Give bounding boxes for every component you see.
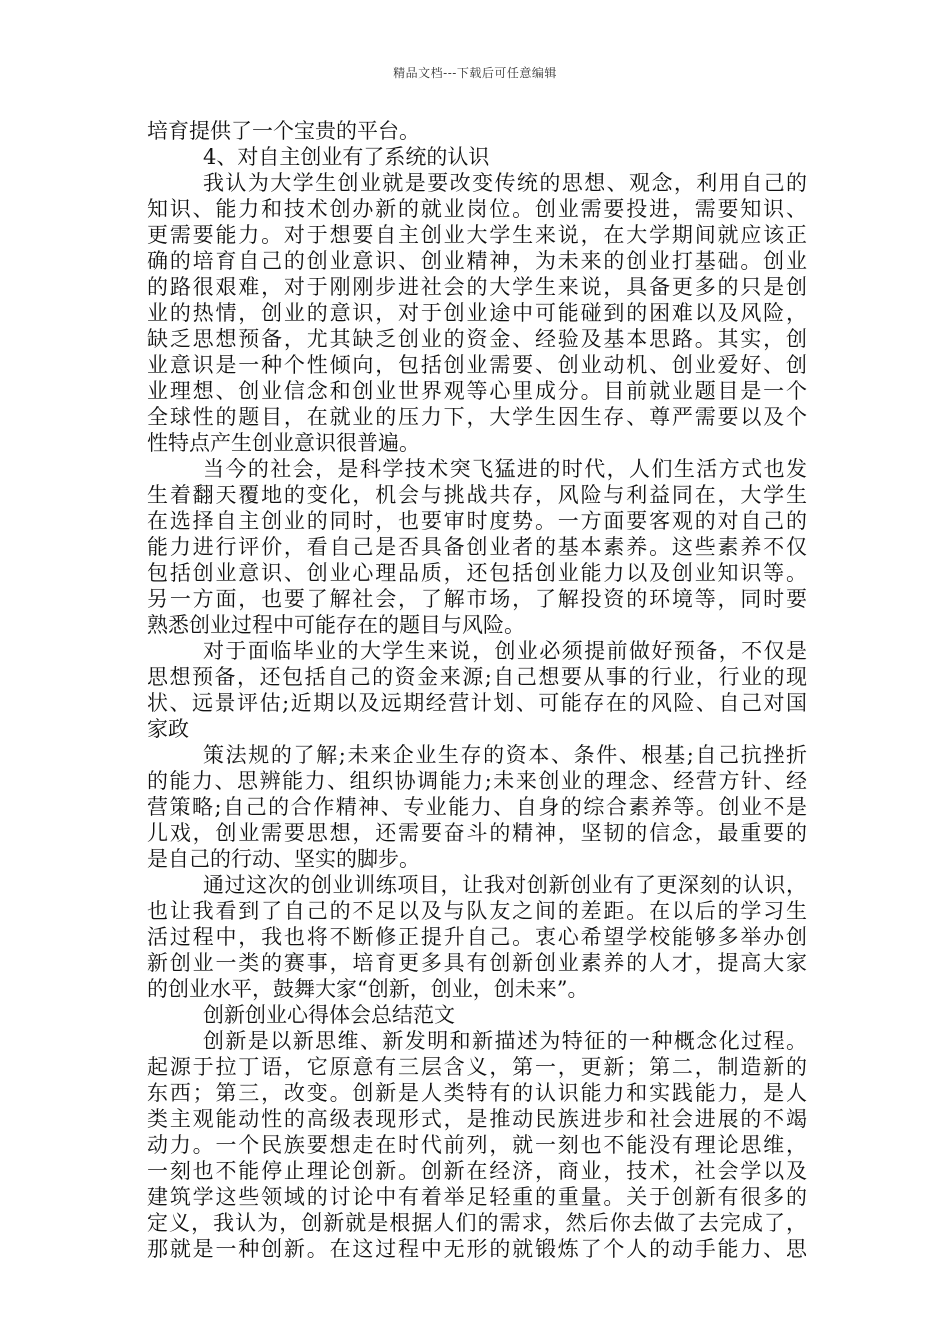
text-line: 那就是一种创新。在这过程中无形的就锻炼了个人的动手能力、思 [147,1237,807,1261]
paragraph [147,456,807,638]
text-line: 建筑学这些领域的讨论中有着举足轻重的重量。关于创新有很多的 [147,1185,807,1209]
text-line: 创新是以新思维、新发明和新描述为特征的一种概念化过程。 [203,1029,807,1053]
paragraph [147,638,807,742]
paragraph [147,144,807,170]
text-line: 创新创业心得体会总结范文 [203,1003,455,1027]
text-line: 类主观能动性的高级表现形式，是推动民族进步和社会进展的不竭 [147,1107,807,1131]
text-line: 儿戏，创业需要思想，还需要奋斗的精神，坚韧的信念，最重要的 [147,821,807,845]
document-body [147,118,807,1262]
text-line: 状、远景评估;近期以及远期经营计划、可能存在的风险、自己对国 [147,691,807,715]
text-line: 熟悉创业过程中可能存在的题目与风险。 [147,613,525,637]
text-line: 动力。一个民族要想走在时代前列，就一刻也不能没有理论思维， [147,1133,807,1157]
page-header: 精品文档---下载后可任意编辑 [393,66,557,80]
text-line: 也让我看到了自己的不足以及与队友之间的差距。在以后的学习生 [147,899,807,923]
text-line: 是自己的行动、坚实的脚步。 [147,847,420,871]
text-line: 对于面临毕业的大学生来说，创业必须提前做好预备，不仅是 [203,639,807,663]
text-line: 4、对自主创业有了系统的认识 [203,145,490,169]
text-line: 业理想、创业信念和创业世界观等心里成分。目前就业题目是一个 [147,379,807,403]
text-line: 确的培育自己的创业意识、创业精神，为未来的创业打基础。创业 [147,249,807,273]
text-line: 思想预备，还包括自己的资金来源;自己想要从事的行业，行业的现 [147,665,807,689]
text-line: 的能力、思辨能力、组织协调能力;未来创业的理念、经营方针、经 [147,769,807,793]
paragraph [147,170,807,456]
paragraph [147,872,807,1002]
text-line: 缺乏思想预备，尤其缺乏创业的资金、经验及基本思路。其实，创 [147,327,807,351]
text-line: 知识、能力和技术创办新的就业岗位。创业需要投进，需要知识、 [147,197,807,221]
text-line: 的创业水平，鼓舞大家“创新，创业，创未来”。 [147,977,589,1001]
text-line: 家政 [147,717,189,741]
text-line: 另一方面，也要了解社会，了解市场，了解投资的环境等，同时要 [147,587,807,611]
text-line: 更需要能力。对于想要自主创业大学生来说，在大学期间就应该正 [147,223,807,247]
text-line: 业的热情，创业的意识，对于创业途中可能碰到的困难以及风险， [147,301,807,325]
paragraph [147,742,807,872]
text-line: 全球性的题目，在就业的压力下，大学生因生存、尊严需要以及个 [147,405,807,429]
text-line: 在选择自主创业的同时，也要审时度势。一方面要客观的对自己的 [147,509,807,533]
text-line: 通过这次的创业训练项目，让我对创新创业有了更深刻的认识， [203,873,807,897]
text-line: 定义，我认为，创新就是根据人们的需求，然后你去做了去完成了， [147,1211,807,1235]
text-line: 活过程中，我也将不断修正提升自己。衷心希望学校能够多举办创 [147,925,807,949]
text-line: 生着翻天覆地的变化，机会与挑战共存，风险与利益同在，大学生 [147,483,807,507]
text-line: 起源于拉丁语，它原意有三层含义，第一，更新；第二，制造新的 [147,1055,807,1079]
text-line: 培育提供了一个宝贵的平台。 [147,119,420,143]
text-line: 业意识是一种个性倾向，包括创业需要、创业动机、创业爱好、创 [147,353,807,377]
text-line: 策法规的了解;未来企业生存的资本、条件、根基;自己抗挫折 [203,743,807,767]
text-line: 包括创业意识、创业心理品质，还包括创业能力以及创业知识等。 [147,561,807,585]
paragraph [147,1002,807,1028]
text-line: 当今的社会，是科学技术突飞猛进的时代，人们生活方式也发 [203,457,807,481]
text-line: 东西；第三，改变。创新是人类特有的认识能力和实践能力，是人 [147,1081,807,1105]
text-line: 我认为大学生创业就是要改变传统的思想、观念，利用自己的 [203,171,807,195]
text-line: 一刻也不能停止理论创新。创新在经济，商业，技术，社会学以及 [147,1159,807,1183]
paragraph [147,1028,807,1262]
text-line: 性特点产生创业意识很普遍。 [147,431,420,455]
text-line: 营策略;自己的合作精神、专业能力、自身的综合素养等。创业不是 [147,795,807,819]
text-line: 能力进行评价，看自己是否具备创业者的基本素养。这些素养不仅 [147,535,807,559]
text-line: 的路很艰难，对于刚刚步进社会的大学生来说，具备更多的只是创 [147,275,807,299]
text-line: 新创业一类的赛事，培育更多具有创新创业素养的人才，提高大家 [147,951,807,975]
paragraph [147,118,807,144]
